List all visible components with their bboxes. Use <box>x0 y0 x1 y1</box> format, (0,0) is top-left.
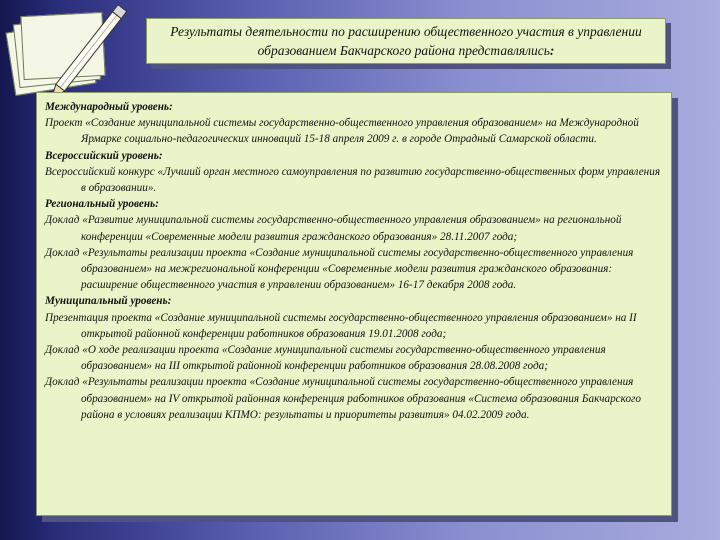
section-heading: Международный уровень: <box>45 101 173 113</box>
content-panel <box>36 92 672 516</box>
list-item: Доклад «Развитие муниципальной системы государственно-общественного управления образованием» на региональной конференции «Современные модели развития гражданского образования» 28.11.2007 года; <box>45 214 622 243</box>
list-item: Доклад «Результаты реализации проекта «Создание муниципальной системы государственно-общественного управления образованием» на межрегиональной конференции «Современные модели развития гражданского образования: расширение общественного участия в управлении образованием» 16-17 декабря 2008 года. <box>45 246 634 292</box>
title-text: Результаты деятельности по расширению общественного участия в управлении образованием Бакчарского района представлялись <box>170 24 642 58</box>
section-heading: Региональный уровень: <box>45 198 159 211</box>
title-colon: : <box>549 43 555 58</box>
list-item: Проект «Создание муниципальной системы государственно-общественного управления образованием» на Международной Ярмарке социально-педагогических инноваций 15-18 апреля 2009 г. в городе Отрадный Самарской области. <box>45 117 639 146</box>
notebook-pencil-clipart <box>6 6 156 106</box>
list-item: Презентация проекта «Создание муниципальной системы государственно-общественного управления образованием» на II открытой районной конференции работников образования 19.01.2008 года; <box>45 311 637 340</box>
section-heading: Всероссийский уровень: <box>45 149 163 162</box>
slide-title <box>146 18 666 64</box>
section-heading: Муниципальный уровень: <box>45 295 172 308</box>
list-item: Всероссийский конкурс «Лучший орган местного самоуправления по развитию государственно-общественных форм управления в образовании». <box>45 165 661 195</box>
section-regional <box>45 196 661 293</box>
list-item: Доклад «Результаты реализации проекта «Создание муниципальной системы государственно-общественного управления образованием» на IV открытой районная конференция работников образования «Система образования Бакчарского района в условиях реализации КПМО: результаты и приоритеты развития» 04.02.2009 года. <box>45 376 642 421</box>
section-municipal <box>45 293 661 423</box>
list-item: Доклад «О ходе реализации проекта «Создание муниципальной системы государственно-общественного управления образованием» на III открытой районной конференции работников образования 28.08.2008 года; <box>45 344 606 373</box>
section-national <box>45 148 661 197</box>
section-international <box>45 99 661 148</box>
pencil-icon <box>6 6 156 106</box>
